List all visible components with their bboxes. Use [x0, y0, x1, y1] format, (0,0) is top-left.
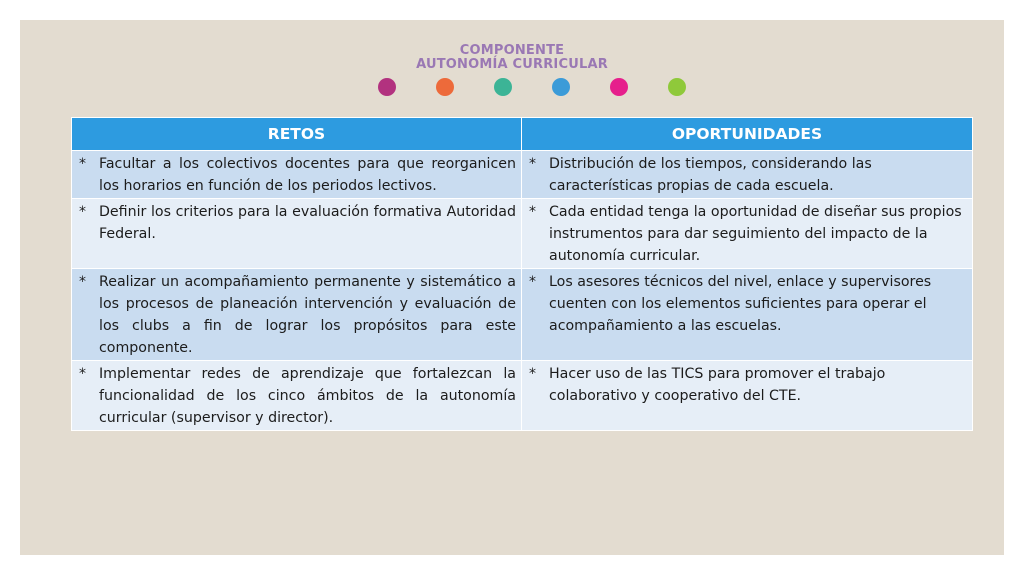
- asterisk-bullet-icon: *: [79, 366, 86, 382]
- oportunidad-text: Los asesores técnicos del nivel, enlace y supervisores cuenten con los elementos suficientes para operar el acompañamiento a las escuelas.: [549, 274, 932, 334]
- reto-text: Facultar a los colectivos docentes para que reorganicen los horarios en función de los periodos lectivos.: [99, 156, 516, 194]
- asterisk-bullet-icon: *: [79, 204, 86, 220]
- decorative-dot-6: [668, 78, 686, 96]
- decorative-dot-1: [378, 78, 396, 96]
- table-row: [72, 269, 973, 361]
- oportunidad-cell: [522, 151, 973, 199]
- decorative-dot-5: [610, 78, 628, 96]
- table-row: [72, 361, 973, 431]
- oportunidad-cell: [522, 269, 973, 361]
- oportunidad-text: Hacer uso de las TICS para promover el trabajo colaborativo y cooperativo del CTE.: [549, 366, 886, 404]
- reto-cell: [72, 269, 522, 361]
- asterisk-bullet-icon: *: [529, 366, 536, 382]
- oportunidad-text: Cada entidad tenga la oportunidad de diseñar sus propios instrumentos para dar seguimiento del impacto de la autonomía curricular.: [549, 204, 962, 264]
- asterisk-bullet-icon: *: [79, 274, 86, 290]
- asterisk-bullet-icon: *: [529, 274, 536, 290]
- reto-text: Definir los criterios para la evaluación formativa Autoridad Federal.: [99, 204, 516, 242]
- header-oportunidades: OPORTUNIDADES: [522, 118, 973, 151]
- reto-cell: [72, 361, 522, 431]
- reto-cell: [72, 199, 522, 269]
- retos-oportunidades-table: [71, 117, 973, 431]
- header-retos: RETOS: [72, 118, 522, 151]
- slide: [20, 20, 1004, 555]
- oportunidad-cell: [522, 199, 973, 269]
- table-row: [72, 199, 973, 269]
- asterisk-bullet-icon: *: [529, 156, 536, 172]
- title-line-2: AUTONOMÍA CURRICULAR: [416, 57, 608, 72]
- asterisk-bullet-icon: *: [529, 204, 536, 220]
- title-line-1: COMPONENTE: [459, 43, 565, 58]
- decorative-dot-3: [494, 78, 512, 96]
- reto-text: Implementar redes de aprendizaje que fortalezcan la funcionalidad de los cinco ámbitos de la autonomía curricular (supervisor y director).: [99, 366, 516, 426]
- oportunidad-cell: [522, 361, 973, 431]
- table-header-row: [72, 118, 973, 151]
- reto-text: Realizar un acompañamiento permanente y sistemático a los procesos de planeación intervención y evaluación de los clubs a fin de lograr los propósitos para este componente.: [99, 274, 516, 356]
- oportunidad-text: Distribución de los tiempos, considerando las características propias de cada escuela.: [549, 156, 872, 194]
- decorative-dot-2: [436, 78, 454, 96]
- asterisk-bullet-icon: *: [79, 156, 86, 172]
- reto-cell: [72, 151, 522, 199]
- decorative-dot-4: [552, 78, 570, 96]
- table-row: [72, 151, 973, 199]
